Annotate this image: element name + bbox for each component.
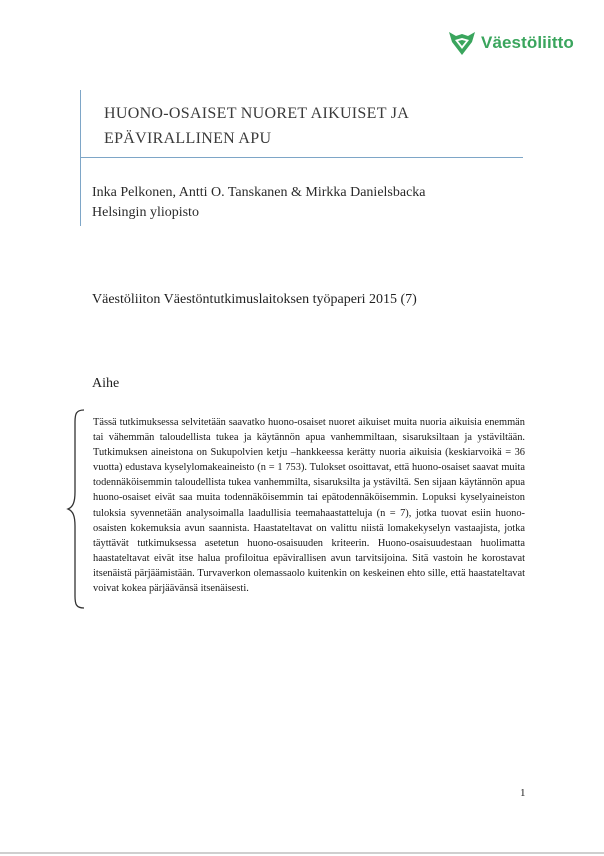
page-number: 1	[520, 787, 526, 799]
logo-wordmark: Väestöliitto	[481, 33, 574, 52]
title-vertical-rule	[80, 90, 81, 226]
vaestoliitto-fox-icon	[448, 30, 476, 56]
document-title: HUONO-OSAISET NUORET AIKUISET JA EPÄVIRALLINEN APU	[104, 105, 409, 147]
author-affiliation: Helsingin yliopisto	[92, 205, 199, 220]
author-names: Inka Pelkonen, Antti O. Tanskanen & Mirkka Danielsbacka	[92, 185, 426, 200]
authors-block	[92, 183, 426, 223]
curly-brace	[66, 408, 86, 610]
page-bottom-edge	[0, 852, 604, 854]
vaestoliitto-logo	[448, 28, 574, 58]
section-heading: Aihe	[92, 376, 120, 391]
series-line: Väestöliiton Väestöntutkimuslaitoksen työpaperi 2015 (7)	[92, 292, 417, 307]
abstract-text: Tässä tutkimuksessa selvitetään saavatko huono-osaiset nuoret aikuiset muita nuoria aikuisia enemmän tai vähemmän taloudellista tukea ja käytännön apua vanhemmiltaan, sisaruksiltaan ja ystäviltään. Tutkimuksen aineistona on Sukupolvien ketju –hankkeessa kerätty nuoria aikuisia (keskiarvoikä = 36 vuotta) edustava kyselylomakeaineisto (n = 1 753). Tulokset osoittavat, että huono-osaiset saavat muita todennäköisemmin taloudellista tukea vanhemmilta, sisaruksilta ja ystäviltä. Sen sijaan käytännön apua huono-osaiset eivät saa muita todennäköisemmin tai epätodennäköisemmin. Lopuksi kyselyaineiston tuloksia syvennetään analysoimalla laadullisia teemahaastatteluja (n = 7), jotka tuovat esiin huono-osaisten kokemuksia avun saannista. Haastateltavat on valittu niistä lomakekyselyn vastaajista, jotka täyttävät tutkimuksessa asetetun huono-osaisuuden kriteerin. Huono-osaisuudestaan huolimatta haastateltavat eivät itse halua profiloitua epävirallisen avun tarvitsijoina. Sitä vastoin he korostavat itsenäistä pärjäämistään. Turvaverkon olemassaolo kuitenkin on keskeinen ehto sille, että haastateltavat voivat kokea pärjäävänsä itsenäisesti.	[93, 417, 525, 595]
title-horizontal-rule	[80, 157, 523, 158]
